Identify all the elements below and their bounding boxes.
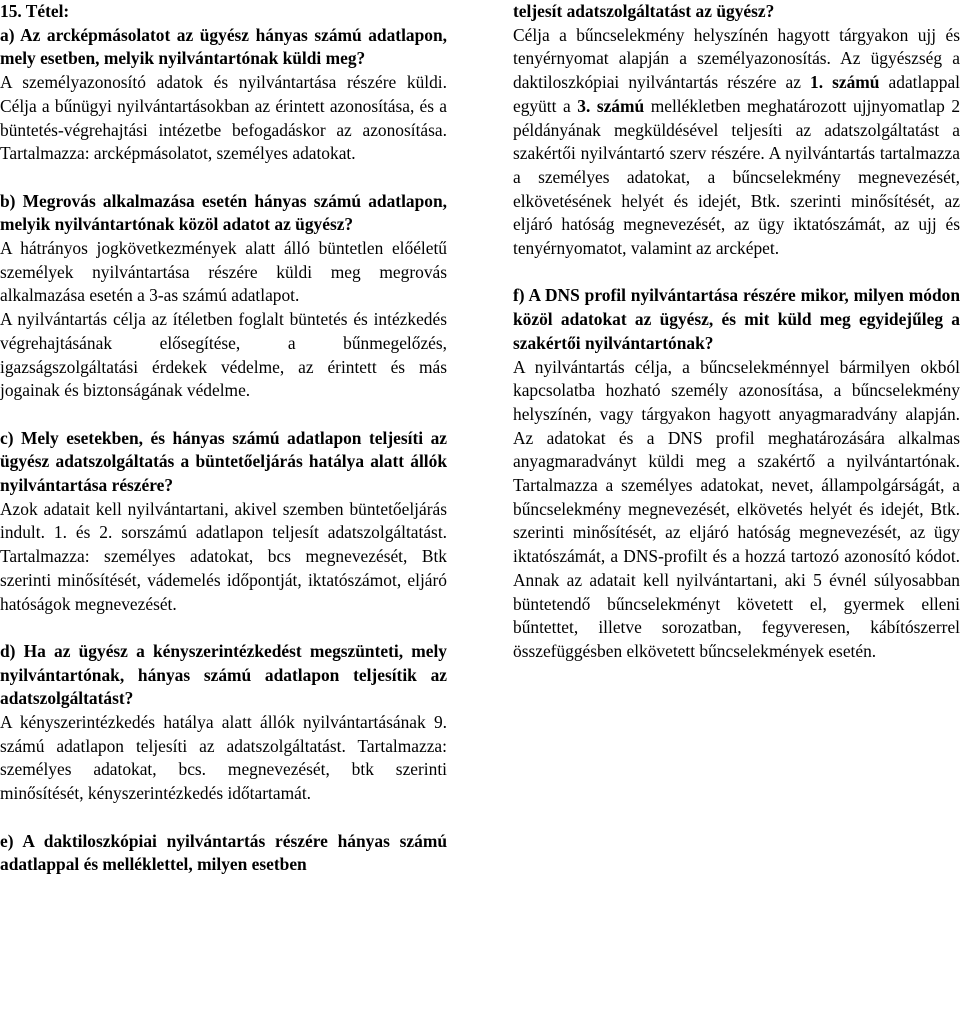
spacer [0,806,447,830]
spacer [0,616,447,640]
answer-e [513,24,960,261]
spacer [0,403,447,427]
question-c: c) Mely esetekben, és hányas számú adatlapon teljesíti az ügyész adatszolgáltatás a büntetőeljárás hatálya alatt állók nyilvántartása részére? [0,427,447,496]
answer-e-text: adatlappal együtt a [513,72,960,116]
question-d: d) Ha az ügyész a kényszerintézkedést megszünteti, mely nyilvántartónak, hányas számú adatlapon teljesítik az adatszolgáltatást? [0,640,447,709]
question-f: f) A DNS profil nyilvántartása részére mikor, milyen módon közöl adatokat az ügyész, és mit küld meg egyidejűleg a szakértői nyilvántartónak? [513,285,960,353]
left-column [0,0,447,877]
answer-f: A nyilvántartás célja, a bűncselekménnyel bármilyen okból kapcsolatba hozható személy azonosítása, a bűncselekmény helyszínén, vagy tárgyakon hagyott anyagmaradvány alapján. Az adatokat és a DNS profil meghatározására alkalmas anyagmaradványt küldi meg a szakértő a nyilvántartónak. Tartalmazza a személyes adatokat, nevet, állampolgárságát, a bűncselekmény megnevezését, elkövetés helyét és idejét, Btk. szerinti minősítését, az eljáró hatóság megnevezését, az ügy iktatószámát, a DNS-profilt és a hozzá tartozó azonosító kódot. Annak az adatait kell nyilvántartani, aki 5 évnél súlyosabban büntetendő bűncselekményt követett el, gyermek elleni bűntettet, illetve sorozatban, fegyveresen, kábítószerrel összefüggésben elkövetett bűncselekmények esetén. [513,356,960,661]
answer-b-1: A hátrányos jogkövetkezmények alatt álló büntetlen előéletű személyek nyilvántartása részére küldi meg megrovás alkalmazása esetén a 3-as számú adatlapot. [0,238,447,306]
answer-e-text: Célja a bűncselekmény helyszínén hagyott tárgyakon ujj és tenyérnyomat alapján a személyazonosítás. Az ügyészség a daktiloszkópiai nyilvántartás részére az [513,24,960,93]
question-a: a) Az arcképmásolatot az ügyész hányas számú adatlapon, mely esetben, melyik nyilvántartónak küldi meg? [0,24,447,69]
question-e: e) A daktiloszkópiai nyilvántartás részére hányas számú adatlappal és melléklettel, milyen esetben [0,830,447,875]
answer-e-text: mellékletben meghatározott ujjnyomatlap 2 példányának megküldésével teljesíti az adatszolgáltatást a szakértői nyilvántartó szerv részére. A nyilvántartás tartalmazza a személyes adatokat, a bűncselekmény megnevezését, elkövetésének helyét és idejét, Btk. szerinti minősítését, az eljáró hatóság megnevezését, az ügy iktatószámát, az ujj és tenyérnyomatot, valamint az arcképet. [513,95,960,259]
spacer [513,261,960,285]
adatlap-number: 1. számú [810,72,880,93]
right-column [513,0,960,664]
answer-c: Azok adatait kell nyilvántartani, akivel szemben büntetőeljárás indult. 1. és 2. sorszámú adatlapon teljesít adatszolgáltatást. Tartalmazza: személyes adatokat, bcs megnevezését, Btk szerinti minősítését, vádemelés időpontját, iktatószámot, eljáró hatóságok megnevezését. [0,498,447,614]
answer-a: A személyazonosító adatok és nyilvántartása részére küldi. Célja a bűnügyi nyilvántartásokban az érintett azonosítása, és a büntetés-végrehajtási intézetbe befogadáskor az azonosítása. Tartalmazza: arcképmásolatot, személyes adatokat. [0,72,447,164]
question-e-continued: teljesít adatszolgáltatást az ügyész? [513,1,775,21]
spacer [0,166,447,190]
melleklet-number: 3. számú [577,95,645,116]
answer-b-2: A nyilvántartás célja az ítéletben foglalt büntetés és intézkedés végrehajtásának elősegítése, a bűnmegelőzés, igazságszolgáltatási érdekek védelme, az érintett és más jogainak és biztonságának védelme. [0,309,447,401]
tetel-title: 15. Tétel: [0,1,70,21]
answer-d: A kényszerintézkedés hatálya alatt állók nyilvántartásának 9. számú adatlapon teljesíti az adatszolgáltatást. Tartalmazza: személyes adatokat, bcs. megnevezését, btk szerinti minősítését, kényszerintézkedés időtartamát. [0,712,447,804]
question-b: b) Megrovás alkalmazása esetén hányas számú adatlapon, melyik nyilvántartónak közöl adatot az ügyész? [0,190,447,235]
